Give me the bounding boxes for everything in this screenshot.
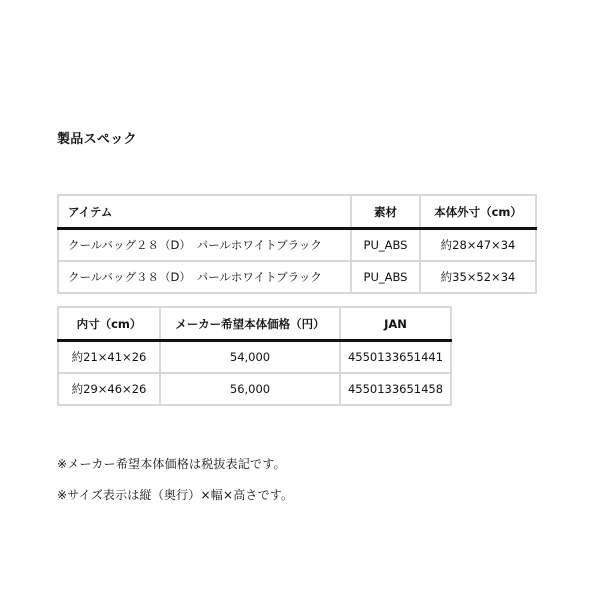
cell-inner-size: 約29×46×26 (58, 373, 160, 405)
cell-jan: 4550133651458 (340, 373, 451, 405)
cell-material: PU_ABS (351, 261, 420, 293)
header-inner-size: 内寸（cm） (58, 307, 160, 341)
cell-item: クールバッグ３８（D） パールホワイトブラック (58, 261, 351, 293)
cell-price: 54,000 (160, 341, 340, 374)
header-jan: JAN (340, 307, 451, 341)
header-material: 素材 (351, 195, 420, 229)
note-price-tax: ※メーカー希望本体価格は税抜表記です。 (57, 457, 286, 471)
table-header-row (58, 307, 451, 341)
header-item: アイテム (58, 195, 351, 229)
spec-table-2 (57, 306, 452, 406)
page-title: 製品スペック (57, 132, 137, 147)
table-row (58, 341, 451, 374)
cell-item: クールバッグ２８（D） パールホワイトブラック (58, 229, 351, 262)
cell-material: PU_ABS (351, 229, 420, 262)
cell-price: 56,000 (160, 373, 340, 405)
spec-table-1 (57, 194, 537, 294)
cell-outer-size: 約28×47×34 (420, 229, 536, 262)
cell-inner-size: 約21×41×26 (58, 341, 160, 374)
table-row (58, 373, 451, 405)
note-size-format: ※サイズ表示は縦（奥行）×幅×高さです。 (57, 488, 294, 502)
cell-jan: 4550133651441 (340, 341, 451, 374)
header-price: メーカー希望本体価格（円） (160, 307, 340, 341)
table-row (58, 261, 536, 293)
cell-outer-size: 約35×52×34 (420, 261, 536, 293)
table-row (58, 229, 536, 262)
header-outer-size: 本体外寸（cm） (420, 195, 536, 229)
table-header-row (58, 195, 536, 229)
